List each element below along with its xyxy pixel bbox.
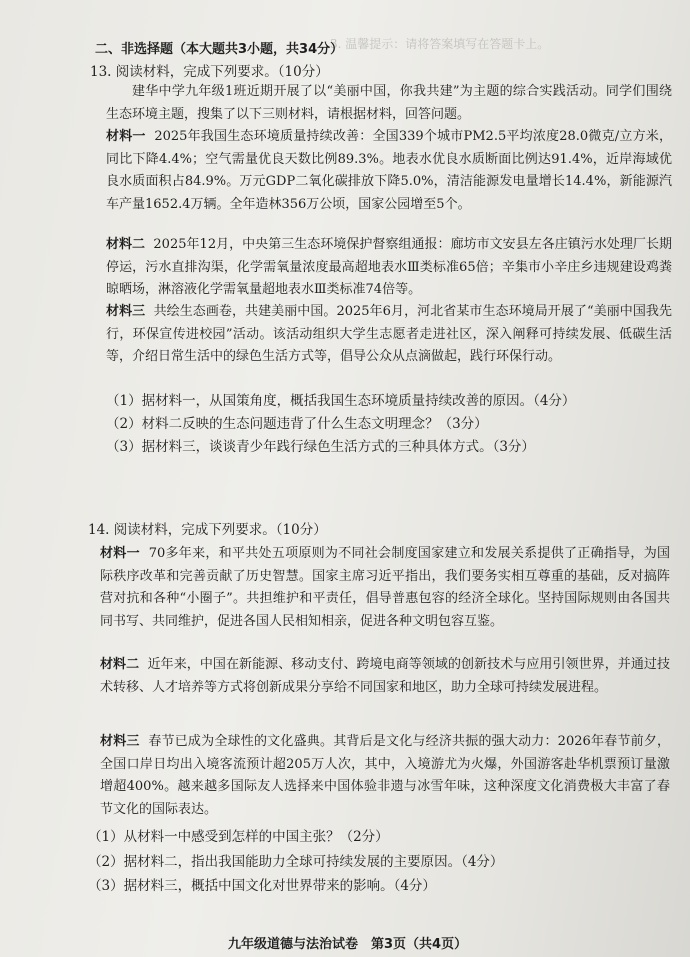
q14-material2-label: 材料二 bbox=[100, 657, 140, 672]
q14-material3-text: 春节已成为全球性的文化盛典。其背后是文化与经济共振的强大动力：2026年春节前夕，全国口岸日均出入境客流预计超205万人次，其中，入境游尤为火爆，外国游客赴华机票预订量激增超400%。越来越多国际友人选择来中国体验非遗与冰雪年味，这种深度文化消费极大丰富了春节文化的国际表达。 bbox=[100, 734, 670, 817]
q14-material1-text: 70多年来，和平共处五项原则为不同社会制度国家建立和发展关系提供了正确指导，为国际秩序改革和完善贡献了历史智慧。国家主席习近平指出，我们要务实相互尊重的基础，反对搞阵营对抗和各种“小圈子”。共担维护和平责任，倡导普惠包容的经济全球化。坚持国际规则由各国共同书写、共同维护，促进各国人民相知相亲，促进各种文明包容互鉴。 bbox=[100, 546, 671, 629]
q13-question-3: （3）据材料三，谈谈青少年践行绿色生活方式的三种具体方式。（3分） bbox=[106, 439, 535, 455]
bleed-through-text: 3. 温馨提示：请将答案填写在答题卡上。 bbox=[330, 37, 550, 51]
q13-material1 bbox=[106, 126, 672, 216]
q14-title: 14. 阅读材料，完成下列要求。（10分） bbox=[88, 522, 327, 538]
q14-material1-label: 材料一 bbox=[100, 546, 140, 561]
q14-question-3: （3）据材料三，概括中国文化对世界带来的影响。（4分） bbox=[88, 878, 436, 894]
q14-question-2: （2）据材料二，指出我国能助力全球可持续发展的主要原因。（4分） bbox=[88, 854, 504, 870]
q13-material2-label: 材料二 bbox=[106, 237, 146, 252]
q13-material2-text: 2025年12月，中央第三生态环境保护督察组通报：廊坊市文安县左各庄镇污水处理厂长期停运，污水直排沟渠，化学需氧量浓度最高超地表水Ⅲ类标准65倍；辛集市小辛庄乡违规建设鸡粪晾晒场，淋溶液化学需氧量超地表水Ⅲ类标准74倍等。 bbox=[106, 237, 672, 297]
q13-question-1: （1）据材料一，从国策角度，概括我国生态环境质量持续改善的原因。（4分） bbox=[106, 393, 576, 409]
q14-material1 bbox=[100, 543, 670, 633]
q13-material3-label: 材料三 bbox=[106, 304, 146, 319]
q14-question-1: （1）从材料一中感受到怎样的中国主张？（2分） bbox=[88, 829, 389, 845]
q13-material2 bbox=[106, 234, 672, 302]
page-footer: 九年级道德与法治试卷 第3页（共4页） bbox=[228, 937, 468, 952]
q14-material2-text: 近年来，中国在新能源、移动支付、跨境电商等领域的创新技术与应用引领世界，并通过技术转移、人才培养等方式将创新成果分享给不同国家和地区，助力全球可持续发展进程。 bbox=[100, 657, 670, 695]
q13-intro: 建华中学九年级1班近期开展了以“美丽中国，你我共建”为主题的综合实践活动。同学们围绕生态环境主题，搜集了以下三则材料，请根据材料，回答问题。 bbox=[106, 84, 672, 122]
q14-material2 bbox=[100, 654, 670, 699]
q13-material1-text: 2025年我国生态环境质量持续改善：全国339个城市PM2.5平均浓度28.0微克/立方米，同比下降4.4%；空气需量优良天数比例89.3%。地表水优良水质断面比例达91.4%，近岸海域优良水质面积占84.9%。万元GDP二氧化碳排放下降5.0%，清洁能源发电量增长14.4%，新能源汽车产量1652.4万辆。全年造林356万公顷，国家公园增至5个。 bbox=[106, 129, 672, 212]
section-heading: 二、非选择题（本大题共3小题，共34分） bbox=[95, 42, 344, 57]
q14-material3 bbox=[100, 731, 670, 821]
q13-title: 13. 阅读材料，完成下列要求。（10分） bbox=[90, 64, 329, 80]
q13-material1-label: 材料一 bbox=[106, 129, 146, 144]
q14-material3-label: 材料三 bbox=[100, 734, 140, 749]
q13-material3 bbox=[106, 301, 672, 369]
q13-question-2: （2）材料二反映的生态问题违背了什么生态文明理念？（3分） bbox=[106, 416, 488, 432]
q13-material3-text: 共绘生态画卷，共建美丽中国。2025年6月，河北省某市生态环境局开展了“美丽中国我先行，环保宣传进校园”活动。该活动组织大学生志愿者走进社区，深入阐释可持续发展、低碳生活等，介绍日常生活中的绿色生活方式等，倡导公众从点滴做起，践行环保行动。 bbox=[106, 304, 672, 364]
